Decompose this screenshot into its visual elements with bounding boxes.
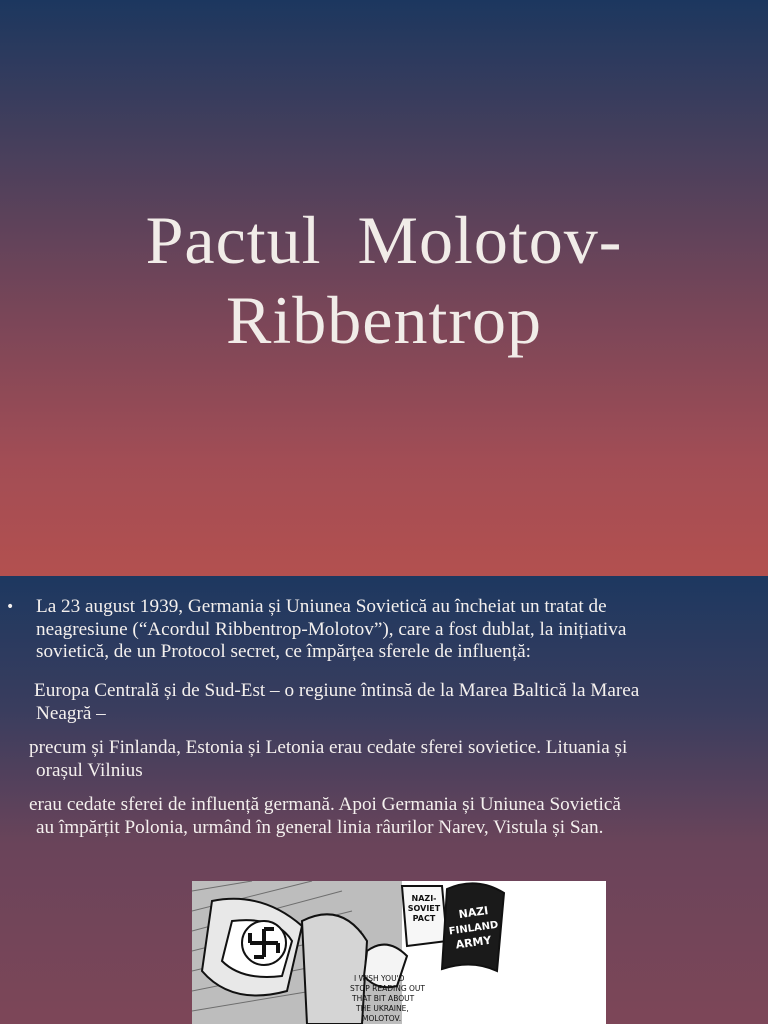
pact-label-3: PACT xyxy=(412,914,436,923)
caption-line-3: THAT BIT ABOUT xyxy=(352,994,415,1003)
book-label-1: NAZI xyxy=(457,904,490,922)
book-label-2: FINLAND xyxy=(448,919,500,938)
slide-title xyxy=(0,200,768,360)
cartoon-drawing xyxy=(192,881,606,1024)
paragraph-3-line-1: precum și Finlanda, Estonia și Letonia erau cedate sferei sovietice. Lituania și xyxy=(29,737,628,758)
paragraph-4-line-1: erau cedate sferei de influență germană. Apoi Germania și Uniunea Sovietică xyxy=(29,794,621,815)
caption-line-5: MOLOTOV. xyxy=(362,1014,402,1023)
paragraph-1-line-2: neagresiune (“Acordul Ribbentrop-Molotov”), care a fost dublat, la inițiativa xyxy=(36,618,627,640)
paragraph-2-line-1: Europa Centrală și de Sud-Est – o regiune întinsă de la Marea Baltică la Marea xyxy=(34,680,640,701)
paragraph-1-line-1: La 23 august 1939, Germania și Uniunea Sovietică au încheiat un tratat de xyxy=(36,596,607,617)
title-line-2: Ribbentrop xyxy=(226,282,542,358)
bullet-marker: • xyxy=(6,599,15,615)
paragraph-4-line-2: au împărțit Polonia, urmând în general linia râurilor Narev, Vistula și San. xyxy=(36,816,604,838)
political-cartoon-image xyxy=(192,881,606,1024)
paragraph-3 xyxy=(0,737,627,782)
caption-line-1: I WISH YOU'D xyxy=(354,974,405,983)
pact-label-1: NAZI- xyxy=(411,894,437,903)
paragraph-3-line-2: orașul Vilnius xyxy=(36,759,143,781)
paragraph-2-line-2: Neagră – xyxy=(36,702,106,724)
book-label-3: ARMY xyxy=(454,933,493,952)
caption-line-4: THE UKRAINE, xyxy=(356,1004,409,1013)
paragraph-4 xyxy=(0,794,621,839)
title-line-1: Pactul Molotov- xyxy=(145,202,623,278)
paragraph-2 xyxy=(0,680,639,725)
paragraph-1 xyxy=(0,596,626,664)
caption-line-2: STOP READING OUT xyxy=(350,984,425,993)
pact-label-2: SOVIET xyxy=(407,904,441,913)
paragraph-1-line-3: sovietică, de un Protocol secret, ce împărțea sferele de influență: xyxy=(36,641,531,662)
